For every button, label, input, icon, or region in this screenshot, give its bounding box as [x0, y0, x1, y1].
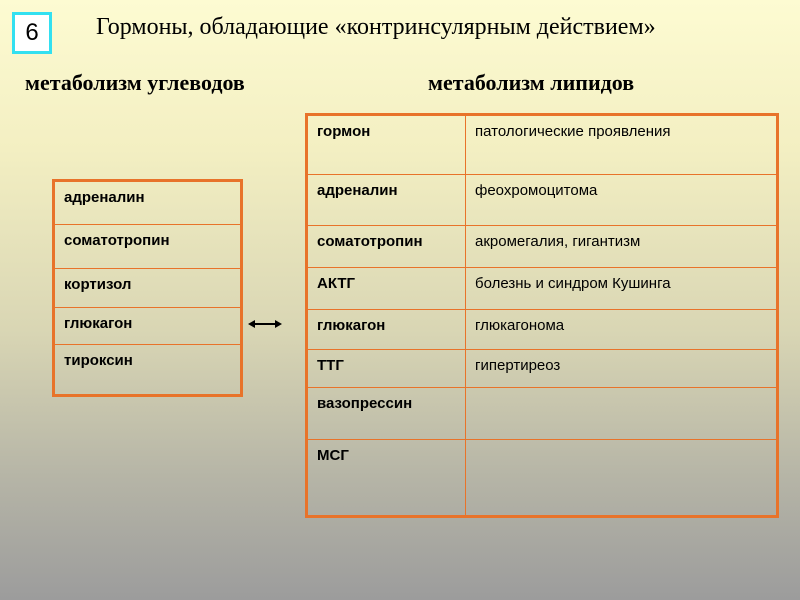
table-row — [307, 440, 778, 517]
column-header-manifestations: патологические проявления — [466, 115, 778, 175]
carb-hormone-cell: глюкагон — [54, 308, 242, 345]
manifestation-cell: феохромоцитома — [466, 175, 778, 226]
hormone-cell: адреналин — [307, 175, 466, 226]
lipid-heading: метаболизм липидов — [428, 70, 635, 95]
manifestation-cell: гипертиреоз — [466, 350, 778, 388]
table-row — [307, 268, 778, 310]
double-arrow-icon — [248, 316, 282, 332]
hormone-cell: соматотропин — [307, 226, 466, 268]
carb-heading: метаболизм углеводов — [25, 70, 245, 95]
manifestation-cell — [466, 388, 778, 440]
hormone-cell: вазопрессин — [307, 388, 466, 440]
manifestation-cell: глюкагонома — [466, 310, 778, 350]
lipid-hormones-table — [305, 113, 779, 518]
column-header-hormone: гормон — [307, 115, 466, 175]
hormone-cell: МСГ — [307, 440, 466, 517]
table-header-row — [307, 115, 778, 175]
manifestation-cell: болезнь и синдром Кушинга — [466, 268, 778, 310]
manifestation-cell — [466, 440, 778, 517]
table-row — [307, 310, 778, 350]
carb-hormone-cell: адреналин — [54, 181, 242, 225]
carb-hormone-cell: кортизол — [54, 269, 242, 308]
table-row — [307, 175, 778, 226]
carb-hormone-cell: тироксин — [54, 345, 242, 396]
carb-hormone-cell: соматотропин — [54, 225, 242, 269]
table-row — [307, 226, 778, 268]
slide-title: Гормоны, обладающие «контринсулярным действием» — [96, 14, 656, 40]
table-row — [307, 388, 778, 440]
hormone-cell: ТТГ — [307, 350, 466, 388]
hormone-cell: глюкагон — [307, 310, 466, 350]
table-row — [307, 350, 778, 388]
carb-hormones-table — [52, 179, 243, 397]
slide-number-badge: 6 — [12, 12, 52, 54]
manifestation-cell: акромегалия, гигантизм — [466, 226, 778, 268]
hormone-cell: АКТГ — [307, 268, 466, 310]
